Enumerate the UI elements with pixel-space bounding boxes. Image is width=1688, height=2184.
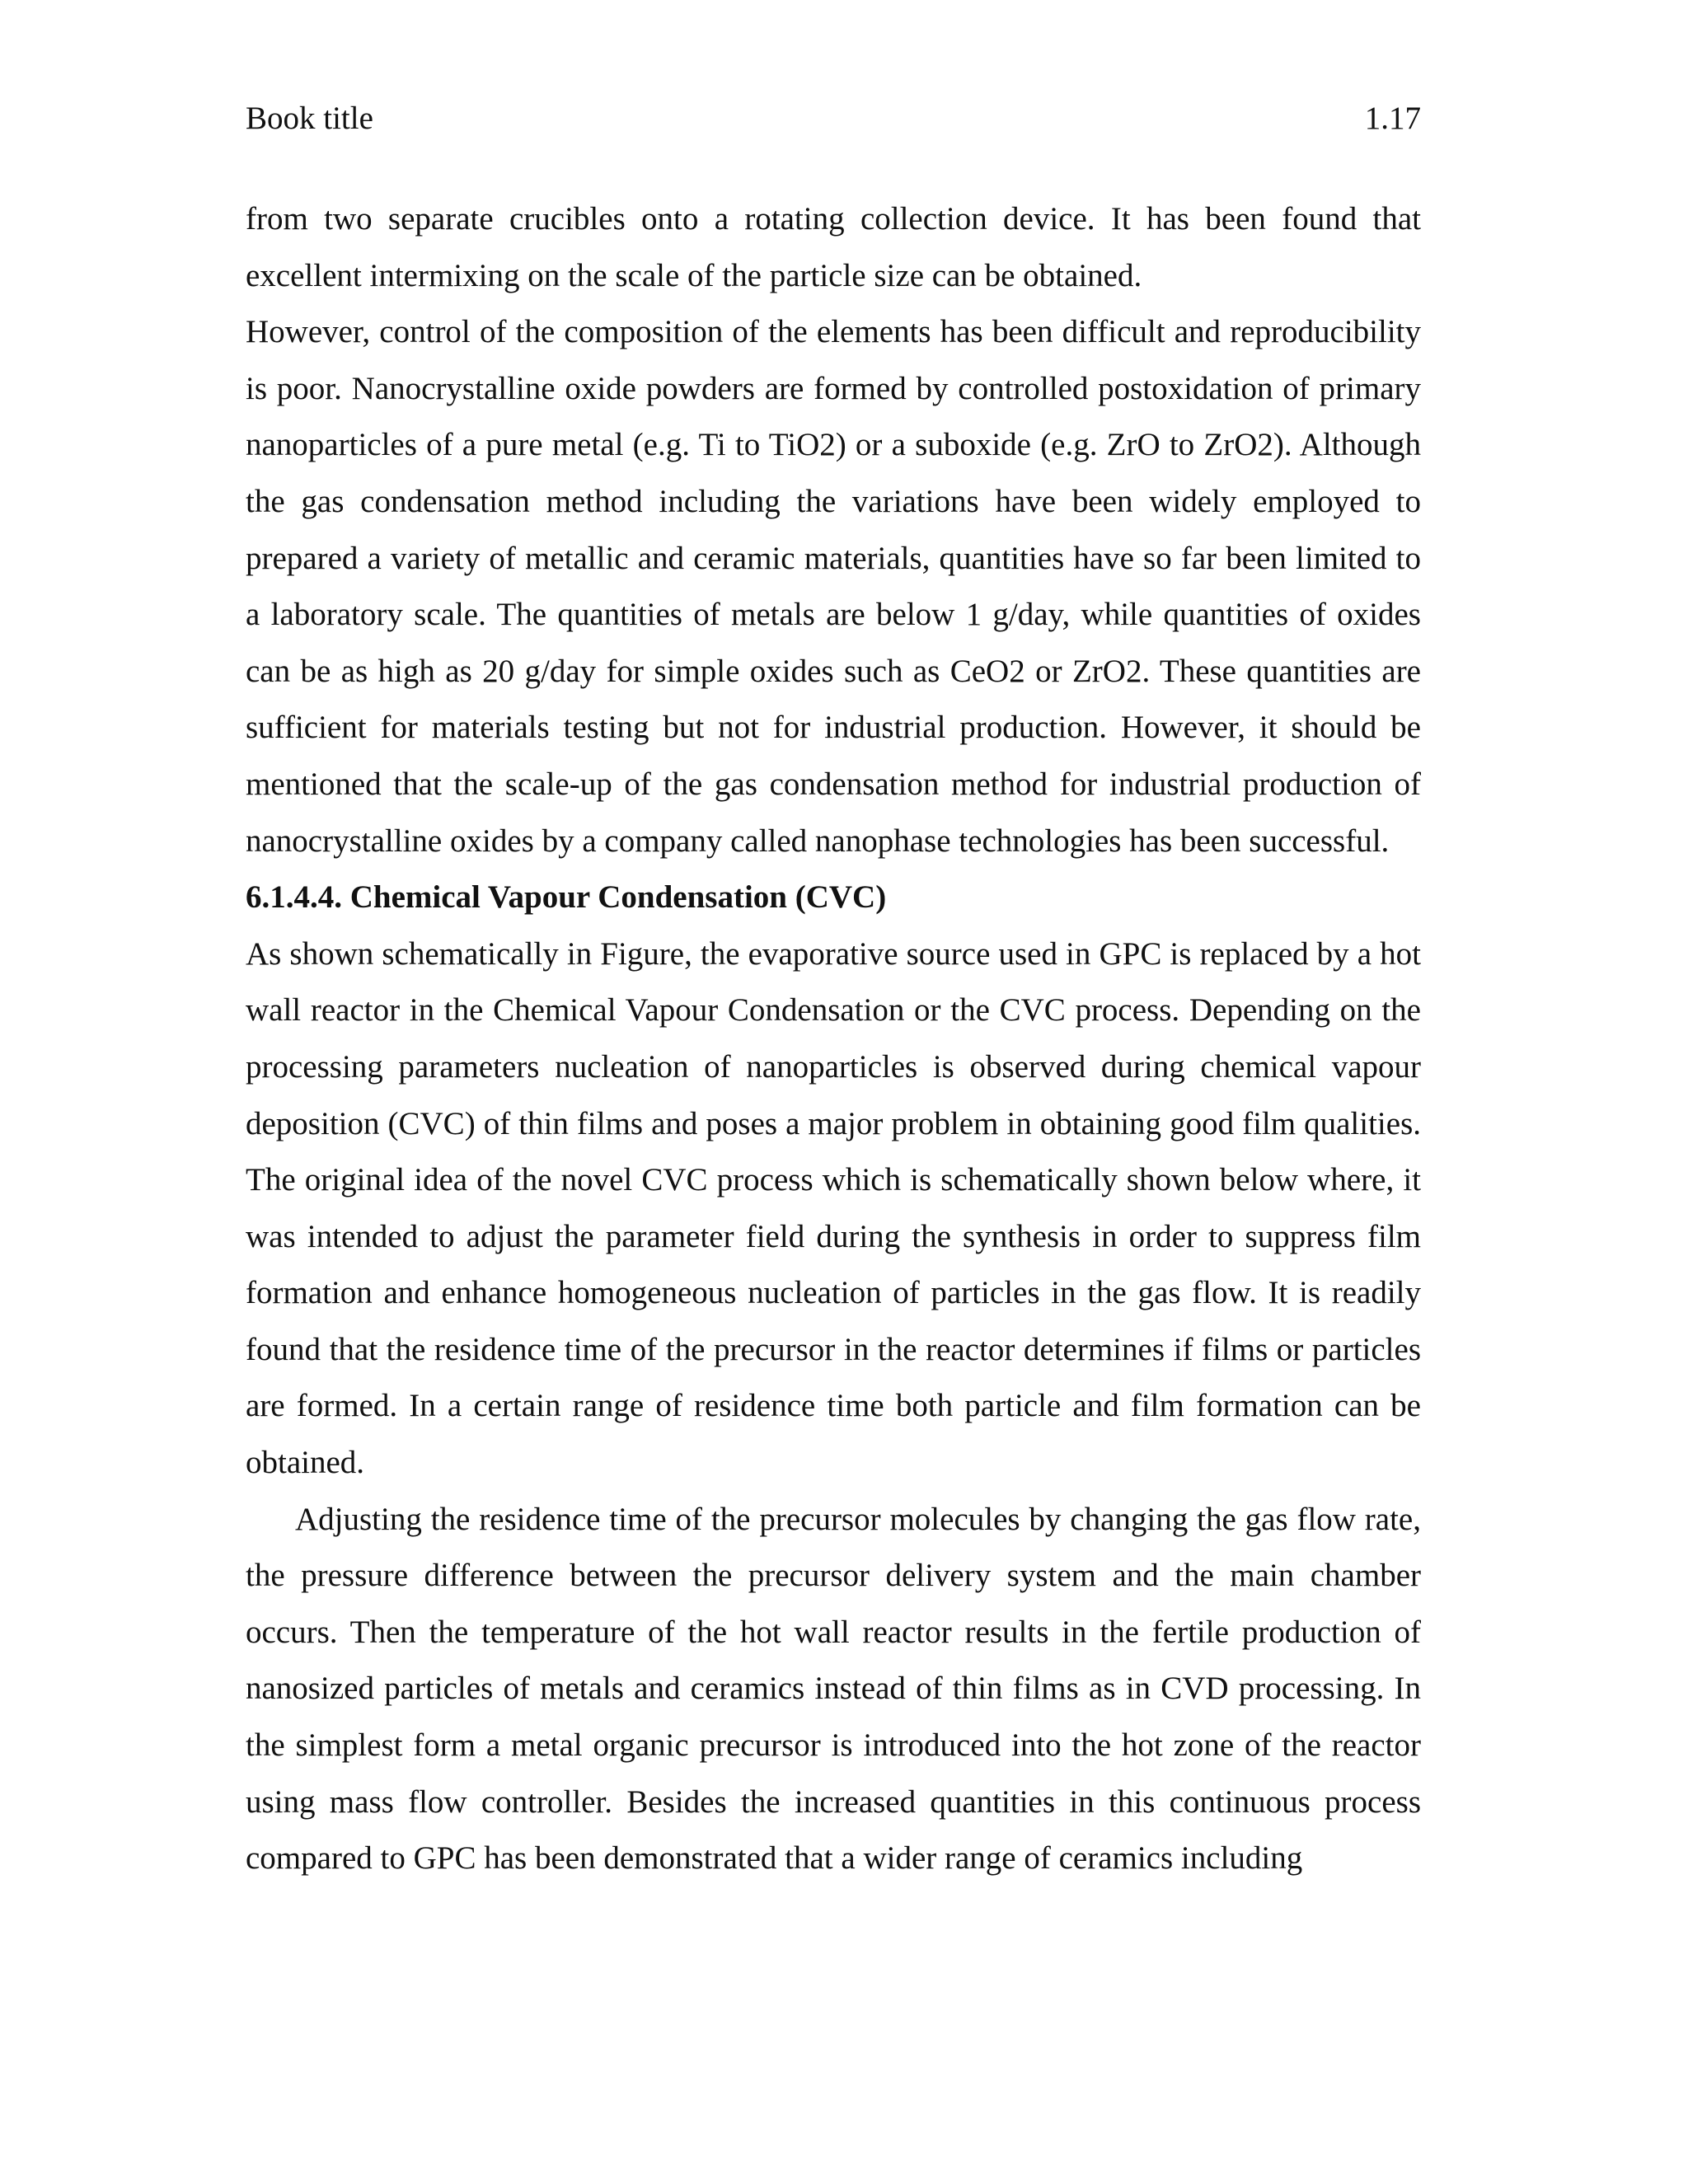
section-heading-cvc: 6.1.4.4. Chemical Vapour Condensation (CVC) [246,879,887,916]
paragraph-gas-condensation: However, control of the composition of the elements has been difficult and reproducibility is poor. Nanocrystalline oxide powders are formed by controlled postoxidation of primary nanoparticles of a pure metal (e.g. Ti to TiO2) or a suboxide (e.g. ZrO to ZrO2). Although the gas condensation method including the variations have been widely employed to prepared a variety of metallic and ceramic materials, quantities have so far been limited to a laboratory scale. The quantities of metals are below 1 g/day, while quantities of oxides can be as high as 20 g/day for simple oxides such as CeO2 or ZrO2. These quantities are sufficient for materials testing but not for industrial production. However, it should be mentioned that the scale-up of the gas condensation method for industrial production of nanocrystalline oxides by a company called nanophase technologies has been successful. [246,314,1421,859]
paragraph-cvc-intro: As shown schematically in Figure, the evaporative source used in GPC is replaced by a hot wall reactor in the Chemical Vapour Condensation or the CVC process. Depending on the processing parameters nucleation of nanoparticles is observed during chemical vapour deposition (CVC) of thin films and poses a major problem in obtaining good film qualities. The original idea of the novel CVC process which is schematically shown below where, it was intended to adjust the parameter field during the synthesis in order to suppress film formation and enhance homogeneous nucleation of particles in the gas flow. It is readily found that the residence time of the precursor in the reactor determines if films or particles are formed. In a certain range of residence time both particle and film formation can be obtained. [246,935,1421,1481]
running-header [246,94,1421,143]
document-page [246,94,1421,1887]
book-title: Book title [246,101,373,136]
paragraph-residence-time: Adjusting the residence time of the precursor molecules by changing the gas flow rate, the pressure difference between the precursor delivery system and the main chamber occurs. Then the temperature of the hot wall reactor results in the fertile production of nanosized particles of metals and ceramics instead of thin films as in CVD processing. In the simplest form a metal organic precursor is introduced into the hot zone of the reactor using mass flow controller. Besides the increased quantities in this continuous process compared to GPC has been demonstrated that a wider range of ceramics including [246,1501,1421,1877]
paragraph-continuation: from two separate crucibles onto a rotating collection device. It has been found that excellent intermixing on the scale of the particle size can be obtained. [246,201,1421,293]
page-number: 1.17 [1364,101,1421,136]
body-text [246,191,1421,1887]
